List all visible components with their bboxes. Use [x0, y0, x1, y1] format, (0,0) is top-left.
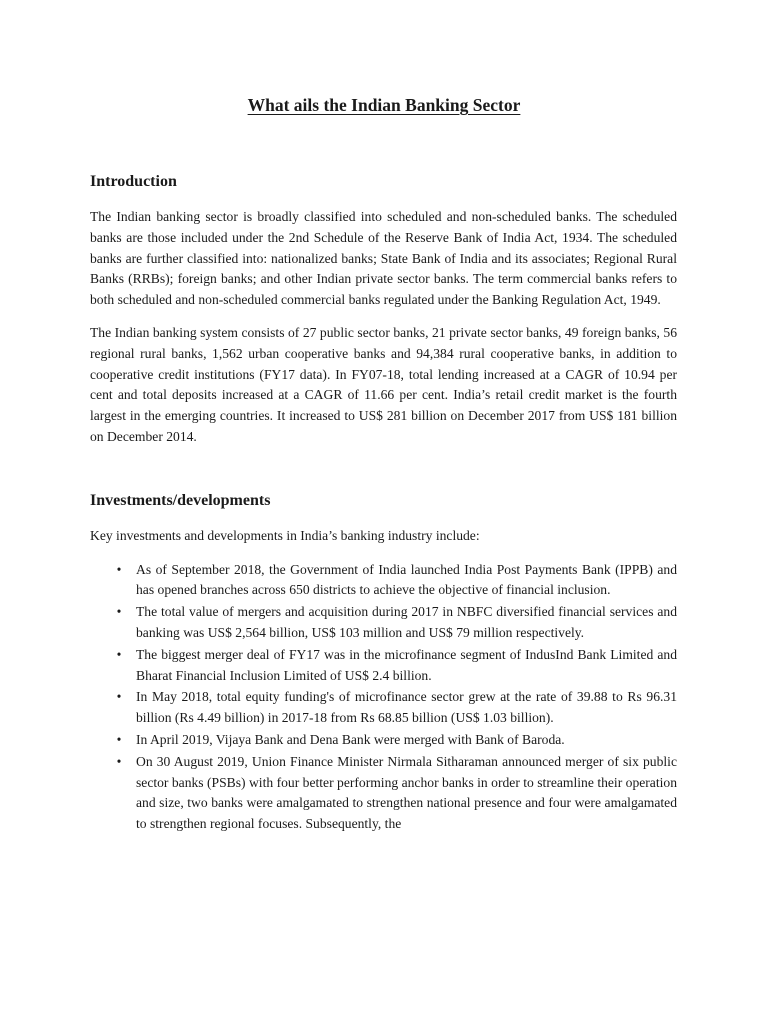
introduction-paragraph-2: The Indian banking system consists of 27 public sector banks, 21 private sector banks, 49 foreign banks, 56 regional rural banks, 1,562 urban cooperative banks and 94,384 rural cooperative banks, in addition to cooperative credit institutions (FY17 data). In FY07-18, total lending increased at a CAGR of 10.94 per cent and total deposits increased at a CAGR of 11.66 per cent. India’s retail credit market is the fourth largest in the emerging countries. It increased to US$ 281 billion on December 2017 from US$ 181 billion on December 2014. [90, 324, 677, 444]
document-title [0, 93, 768, 117]
bullet-icon: • [116, 689, 122, 705]
list-item-text: The total value of mergers and acquisition during 2017 in NBFC diversified financial services and banking was US$ 2,564 billion, US$ 103 million and US$ 79 million respectively. [136, 604, 677, 640]
document-title-text: What ails the Indian Banking Sector [247, 95, 521, 115]
introduction-section [90, 170, 677, 448]
list-item-text: As of September 2018, the Government of India launched India Post Payments Bank (IPPB) and has opened branches across 650 districts to achieve the objective of financial inclusion. [136, 561, 677, 598]
list-item [90, 602, 677, 644]
list-item [90, 752, 677, 835]
document-body [90, 170, 677, 836]
list-item [90, 730, 677, 751]
investments-heading: Investments/developments [90, 491, 271, 509]
introduction-heading: Introduction [90, 173, 177, 190]
bullet-icon: • [116, 731, 122, 747]
bullet-icon: • [116, 646, 122, 662]
list-item [90, 560, 677, 602]
list-item [90, 645, 677, 687]
investments-section [90, 489, 677, 835]
list-item-text: In April 2019, Vijaya Bank and Dena Bank were merged with Bank of Baroda. [136, 731, 565, 747]
list-item-text: The biggest merger deal of FY17 was in the microfinance segment of IndusInd Bank Limited and Bharat Financial Inclusion Limited of US$ 2.4 billion. [136, 646, 677, 683]
list-item-text: On 30 August 2019, Union Finance Minister Nirmala Sitharaman announced merger of six public sector banks (PSBs) with four better performing anchor banks in order to streamline their operation and size, two banks were amalgamated to strengthen national presence and four were amalgamated to strengthen regional focuses. Subsequently, the [136, 753, 677, 832]
list-item-text: In May 2018, total equity funding's of microfinance sector grew at the rate of 39.88 to Rs 96.31 billion (Rs 4.49 billion) in 2017-18 from Rs 68.85 billion (US$ 1.03 billion). [136, 689, 677, 726]
introduction-paragraph-1: The Indian banking sector is broadly classified into scheduled and non-scheduled banks. The scheduled banks are those included under the 2nd Schedule of the Reserve Bank of India Act, 1934. The scheduled banks are further classified into: nationalized banks; State Bank of India and its associates; Regional Rural Banks (RRBs); foreign banks; and other Indian private sector banks. The term commercial banks refers to both scheduled and non-scheduled commercial banks regulated under the Banking Regulation Act, 1949. [90, 209, 677, 308]
investments-bullet-list [90, 560, 677, 835]
bullet-icon: • [116, 753, 122, 769]
bullet-icon: • [116, 604, 122, 620]
list-item [90, 687, 677, 729]
bullet-icon: • [116, 561, 122, 577]
investments-lead: Key investments and developments in India’s banking industry include: [90, 527, 480, 543]
